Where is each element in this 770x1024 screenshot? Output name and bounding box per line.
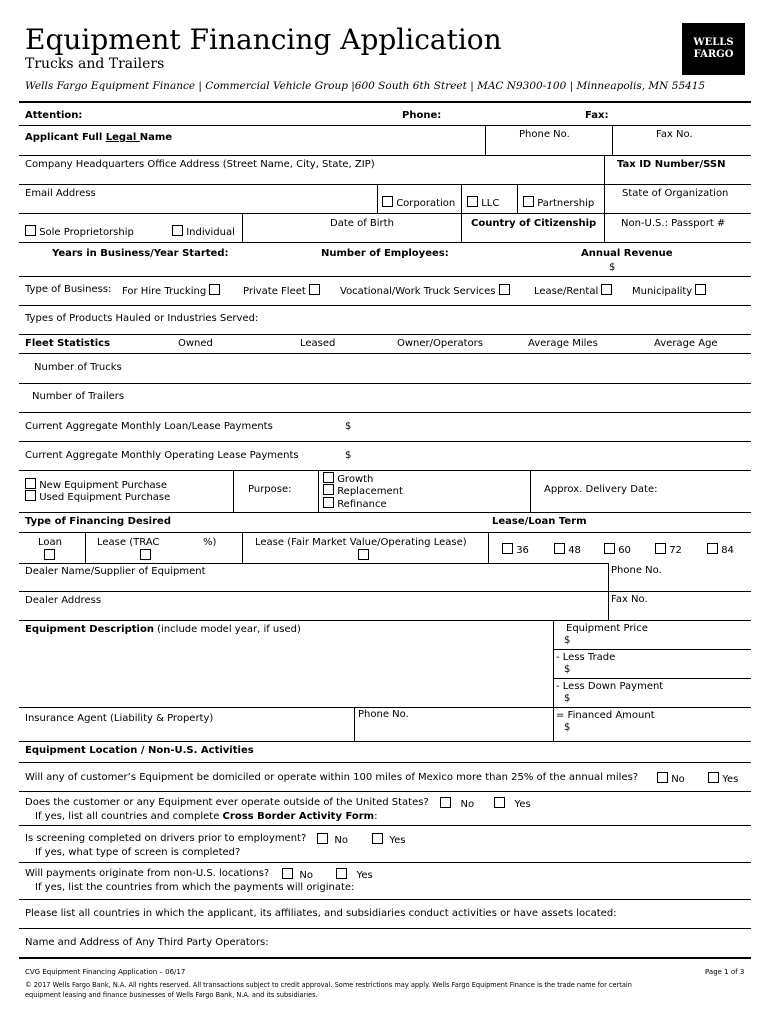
insurance-phone-label: Phone No.	[358, 709, 409, 720]
screening-yes-checkbox[interactable]	[372, 833, 383, 844]
phone-label: Phone:	[402, 110, 442, 121]
vocational-option[interactable]: Vocational/Work Truck Services	[340, 284, 510, 297]
less-down-payment-label: - Less Down Payment	[556, 681, 664, 692]
used-equipment-checkbox[interactable]	[25, 490, 36, 501]
monthly-operating-payments-label: Current Aggregate Monthly Operating Lease Payments	[25, 450, 299, 461]
form-title: Equipment Financing Application	[25, 23, 502, 56]
fleet-statistics-label: Fleet Statistics	[25, 338, 111, 349]
fleet-leased-header: Leased	[300, 338, 336, 349]
llc-checkbox[interactable]	[467, 196, 478, 207]
number-of-trucks-label: Number of Trucks	[34, 362, 122, 373]
fleet-avg-age-header: Average Age	[654, 338, 718, 349]
financed-amount-dollar: $	[564, 722, 571, 733]
term-60-option[interactable]: 60	[604, 543, 631, 556]
growth-option[interactable]: Growth	[323, 472, 373, 485]
payments-followup: If yes, list the countries from which the payments will originate:	[35, 882, 355, 893]
term-72-checkbox[interactable]	[655, 543, 666, 554]
equipment-description-label: Equipment Description (include model year, if used)	[25, 624, 301, 635]
outside-us-question: Does the customer or any Equipment ever operate outside of the United States?	[25, 797, 429, 808]
corporation-checkbox[interactable]	[382, 196, 393, 207]
purpose-label: Purpose:	[248, 484, 292, 495]
payments-yes-checkbox[interactable]	[336, 868, 347, 879]
payments-yes-option[interactable]: Yes	[336, 868, 373, 881]
partnership-option[interactable]: Partnership	[523, 196, 594, 209]
products-hauled-label: Types of Products Hauled or Industries Served:	[25, 313, 259, 324]
private-fleet-checkbox[interactable]	[309, 284, 320, 295]
form-subtitle: Trucks and Trailers	[25, 56, 165, 72]
employees-label: Number of Employees:	[321, 248, 449, 259]
email-label: Email Address	[25, 188, 96, 199]
partnership-checkbox[interactable]	[523, 196, 534, 207]
refinance-checkbox[interactable]	[323, 497, 334, 508]
company-address-line: Wells Fargo Equipment Finance | Commercial Vehicle Group |600 South 6th Street | MAC N9300-100 | Minneapolis, MN 55415	[25, 80, 706, 92]
term-72-option[interactable]: 72	[655, 543, 682, 556]
form-id: CVG Equipment Financing Application – 06/17	[25, 968, 186, 976]
lease-trac-percent: %)	[203, 537, 217, 548]
applicant-name-label: Applicant Full Legal Name	[25, 132, 173, 143]
dealer-fax-label: Fax No.	[611, 594, 648, 605]
countries-question: Please list all countries in which the applicant, its affiliates, and subsidiaries conduct activities or have assets located:	[25, 908, 617, 919]
outside-us-no-option[interactable]: No	[440, 797, 474, 810]
lease-loan-term-label: Lease/Loan Term	[492, 516, 587, 527]
municipality-option[interactable]: Municipality	[632, 284, 706, 297]
mexico-no-checkbox[interactable]	[657, 772, 668, 783]
dealer-name-label: Dealer Name/Supplier of Equipment	[25, 566, 206, 577]
financing-type-label: Type of Financing Desired	[25, 516, 171, 527]
lease-fmv-checkbox[interactable]	[358, 549, 369, 560]
tax-id-label: Tax ID Number/SSN	[617, 159, 726, 170]
mexico-yes-checkbox[interactable]	[708, 772, 719, 783]
dealer-phone-label: Phone No.	[611, 565, 662, 576]
term-48-checkbox[interactable]	[554, 543, 565, 554]
fleet-owner-operators-header: Owner/Operators	[397, 338, 483, 349]
outside-us-no-checkbox[interactable]	[440, 797, 451, 808]
monthly-loan-payments-label: Current Aggregate Monthly Loan/Lease Payments	[25, 421, 273, 432]
monthly-loan-dollar: $	[345, 421, 352, 432]
municipality-checkbox[interactable]	[695, 284, 706, 295]
dealer-address-label: Dealer Address	[25, 595, 102, 606]
new-equipment-checkbox[interactable]	[25, 478, 36, 489]
vocational-checkbox[interactable]	[499, 284, 510, 295]
lease-rental-checkbox[interactable]	[601, 284, 612, 295]
screening-no-option[interactable]: No	[317, 833, 348, 846]
screening-yes-option[interactable]: Yes	[372, 833, 406, 846]
non-us-payments-question: Will payments originate from non-U.S. locations?	[25, 868, 270, 879]
term-84-option[interactable]: 84	[707, 543, 734, 556]
refinance-option[interactable]: Refinance	[323, 497, 387, 510]
payments-no-option[interactable]: No	[282, 868, 313, 881]
attention-label: Attention:	[25, 110, 83, 121]
screening-no-checkbox[interactable]	[317, 833, 328, 844]
number-of-trailers-label: Number of Trailers	[32, 391, 125, 402]
fax-label: Fax:	[585, 110, 609, 121]
replacement-checkbox[interactable]	[323, 484, 334, 495]
outside-us-yes-option[interactable]: Yes	[494, 797, 531, 810]
sole-prop-checkbox[interactable]	[25, 225, 36, 236]
wells-fargo-logo: WELLS FARGO	[682, 23, 745, 75]
term-48-option[interactable]: 48	[554, 543, 581, 556]
less-trade-label: - Less Trade	[556, 652, 616, 663]
divider	[19, 101, 751, 103]
term-36-checkbox[interactable]	[502, 543, 513, 554]
passport-label: Non-U.S.: Passport #	[621, 218, 726, 229]
fleet-owned-header: Owned	[178, 338, 213, 349]
for-hire-option[interactable]: For Hire Trucking	[122, 284, 220, 297]
delivery-date-label: Approx. Delivery Date:	[544, 484, 658, 495]
copyright-line-1: © 2017 Wells Fargo Bank, N.A. All rights reserved. All transactions subject to credit approval. Some restrictions may apply. Wells Fargo Equipment Finance is the trade name for certain	[25, 981, 632, 989]
less-down-payment-dollar: $	[564, 693, 571, 704]
copyright-line-2: equipment leasing and finance businesses of Wells Fargo Bank, N.A. and its subsidiaries.	[25, 991, 318, 999]
equipment-price-label: Equipment Price	[566, 623, 648, 634]
corporation-option[interactable]: Corporation	[382, 196, 455, 209]
term-60-checkbox[interactable]	[604, 543, 615, 554]
state-org-label: State of Organization	[622, 188, 729, 199]
mexico-no-option[interactable]: No	[657, 772, 685, 785]
hq-address-label: Company Headquarters Office Address (Street Name, City, State, ZIP)	[25, 159, 375, 170]
revenue-dollar: $	[609, 262, 616, 273]
outside-us-yes-checkbox[interactable]	[494, 797, 505, 808]
insurance-agent-label: Insurance Agent (Liability & Property)	[25, 713, 214, 724]
llc-option[interactable]: LLC	[467, 196, 499, 209]
screening-followup: If yes, what type of screen is completed?	[35, 847, 241, 858]
for-hire-checkbox[interactable]	[209, 284, 220, 295]
applicant-phone-label: Phone No.	[519, 129, 570, 140]
lease-rental-option[interactable]: Lease/Rental	[534, 284, 612, 297]
applicant-fax-label: Fax No.	[656, 129, 693, 140]
payments-no-checkbox[interactable]	[282, 868, 293, 879]
screening-question: Is screening completed on drivers prior to employment?	[25, 833, 307, 844]
used-equipment-option[interactable]: Used Equipment Purchase	[25, 490, 170, 503]
equipment-location-heading: Equipment Location / Non-U.S. Activities	[25, 745, 254, 756]
new-equipment-option[interactable]: New Equipment Purchase	[25, 478, 167, 491]
individual-option[interactable]: Individual	[172, 225, 235, 238]
sole-prop-option[interactable]: Sole Proprietorship	[25, 225, 134, 238]
years-in-business-label: Years in Business/Year Started:	[52, 248, 229, 259]
page-number: Page 1 of 3	[705, 968, 745, 976]
mexico-yes-option[interactable]: Yes	[708, 772, 738, 785]
lease-fmv-label: Lease (Fair Market Value/Operating Lease)	[255, 537, 467, 548]
financed-amount-label: = Financed Amount	[556, 710, 655, 721]
growth-checkbox[interactable]	[323, 472, 334, 483]
fleet-avg-miles-header: Average Miles	[528, 338, 598, 349]
loan-label: Loan	[38, 537, 62, 548]
lease-trac-checkbox[interactable]	[140, 549, 151, 560]
less-trade-dollar: $	[564, 664, 571, 675]
citizenship-label: Country of Citizenship	[471, 218, 597, 229]
annual-revenue-label: Annual Revenue	[581, 248, 673, 259]
outside-us-followup: If yes, list all countries and complete Cross Border Activity Form:	[35, 811, 378, 822]
third-party-operators-label: Name and Address of Any Third Party Operators:	[25, 937, 269, 948]
equipment-price-dollar: $	[564, 635, 571, 646]
monthly-operating-dollar: $	[345, 450, 352, 461]
lease-trac-label: Lease (TRAC	[97, 537, 160, 548]
mexico-question: Will any of customer’s Equipment be domiciled or operate within 100 miles of Mexico more than 25% of the annual miles?	[25, 772, 639, 783]
private-fleet-option[interactable]: Private Fleet	[243, 284, 320, 297]
loan-checkbox[interactable]	[44, 549, 55, 560]
individual-checkbox[interactable]	[172, 225, 183, 236]
replacement-option[interactable]: Replacement	[323, 484, 403, 497]
term-84-checkbox[interactable]	[707, 543, 718, 554]
business-type-label: Type of Business:	[25, 284, 112, 295]
term-36-option[interactable]: 36	[502, 543, 529, 556]
dob-label: Date of Birth	[330, 218, 394, 229]
